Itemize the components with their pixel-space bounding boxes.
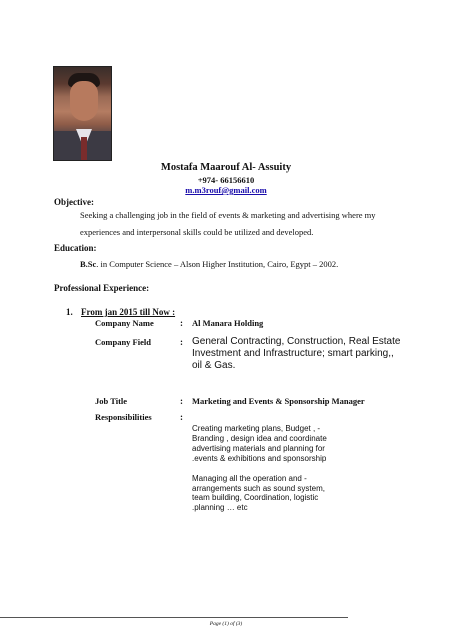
- profile-photo: [53, 66, 112, 161]
- colon: :: [180, 318, 183, 328]
- objective-heading: Objective:: [54, 197, 94, 207]
- education-heading: Education:: [54, 243, 97, 253]
- company-name-value: Al Manara Holding: [192, 318, 264, 328]
- footer-divider: [0, 617, 348, 618]
- responsibility-line: .events & exhibitions and sponsorship: [192, 454, 327, 463]
- colon: :: [180, 412, 183, 422]
- company-name-label: Company Name: [95, 318, 154, 328]
- person-name: Mostafa Maarouf Al- Assuity: [160, 162, 292, 173]
- responsibility-block-1: [192, 424, 327, 464]
- phone-number: +974- 66156610: [197, 175, 255, 185]
- colon: :: [180, 396, 183, 406]
- experience-heading: Professional Experience:: [54, 283, 150, 293]
- responsibility-line: advertising materials and planning for: [192, 444, 325, 453]
- responsibility-line: Branding , design idea and coordinate: [192, 434, 327, 443]
- objective-line-2: experiences and interpersonal skills could be utilized and developed.: [80, 227, 314, 237]
- page-number: Page (1) of (3): [209, 621, 243, 627]
- experience-item-number: 1.: [66, 307, 73, 317]
- company-field-line: oil & Gas.: [192, 360, 236, 371]
- responsibility-line: Managing all the operation and -: [192, 474, 307, 483]
- objective-line-1: Seeking a challenging job in the field of events & marketing and advertising where my: [80, 210, 376, 220]
- email-link[interactable]: m.m3rouf@gmail.com: [185, 185, 267, 195]
- company-field-line: Investment and Infrastructure; smart parking,,: [192, 348, 394, 359]
- job-title-label: Job Title: [95, 396, 128, 406]
- job-title-value: Marketing and Events & Sponsorship Manager: [192, 396, 365, 406]
- responsibility-line: team building, Coordination, logistic: [192, 493, 319, 502]
- responsibility-block-2: [192, 474, 325, 512]
- education-line: [80, 259, 338, 269]
- colon: :: [180, 337, 183, 347]
- degree: B.Sc: [80, 259, 97, 269]
- responsibility-line: arrangements such as sound system,: [192, 483, 325, 493]
- experience-period: From jan 2015 till Now :: [81, 307, 176, 317]
- responsibilities-label: Responsibilities: [95, 412, 152, 422]
- company-field-line: General Contracting, Construction, Real Estate: [192, 336, 401, 347]
- responsibility-line: .planning … etc: [192, 502, 248, 512]
- company-field-label: Company Field: [95, 337, 151, 347]
- company-field-value: [192, 336, 400, 372]
- education-detail: . in Computer Science – Alson Higher Institution, Cairo, Egypt – 2002.: [96, 259, 339, 269]
- responsibility-line: Creating marketing plans, Budget , -: [192, 424, 321, 433]
